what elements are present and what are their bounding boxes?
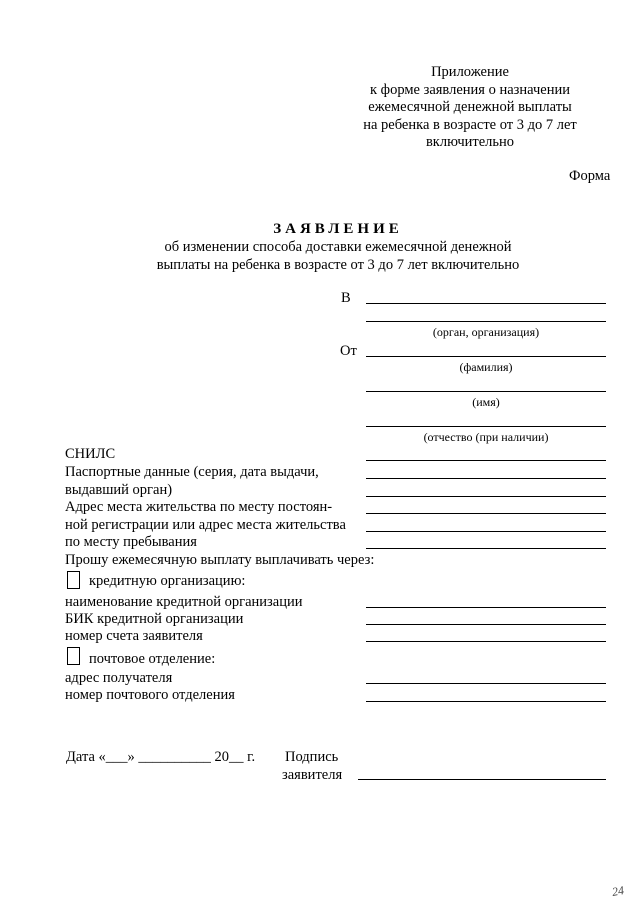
patronymic-line[interactable]	[366, 426, 606, 427]
signature-line[interactable]	[358, 779, 606, 780]
address-label-2: ной регистрации или адрес места жительства	[65, 517, 346, 533]
account-label: номер счета заявителя	[65, 628, 203, 644]
bik-line[interactable]	[366, 624, 606, 625]
to-line[interactable]	[366, 303, 606, 304]
address-label-3: по месту пребывания	[65, 534, 197, 550]
bank-name-line[interactable]	[366, 607, 606, 608]
surname-caption: (фамилия)	[459, 360, 513, 374]
passport-line-1[interactable]	[366, 478, 606, 479]
post-checkbox[interactable]	[67, 647, 80, 665]
subtitle-line-1: об изменении способа доставки ежемесячной денежной	[164, 239, 512, 255]
address-line-2[interactable]	[366, 531, 606, 532]
to-label: В	[341, 290, 351, 306]
form-label: Форма	[569, 168, 611, 184]
signature-label-2: заявителя	[282, 767, 343, 783]
credit-option-label: кредитную организацию:	[89, 573, 246, 589]
address-line-1[interactable]	[366, 513, 606, 514]
address-label-1: Адрес места жительства по месту постоян-	[65, 499, 333, 515]
date-field[interactable]: Дата «___» __________ 20__ г.	[66, 749, 256, 765]
appendix-line-5: включительно	[425, 134, 515, 150]
appendix-line-4: на ребенка в возрасте от 3 до 7 лет	[363, 117, 577, 133]
snils-line[interactable]	[366, 460, 606, 461]
passport-label-1: Паспортные данные (серия, дата выдачи,	[65, 464, 319, 480]
payment-request: Прошу ежемесячную выплату выплачивать через:	[65, 552, 375, 568]
post-option-label: почтовое отделение:	[89, 651, 216, 667]
post-office-line[interactable]	[366, 701, 606, 702]
post-address-label: адрес получателя	[65, 670, 173, 686]
appendix-line-2: к форме заявления о назначении	[370, 82, 570, 98]
to-line-2[interactable]	[366, 321, 606, 322]
page-mark: 24	[610, 883, 626, 899]
snils-label: СНИЛС	[65, 446, 116, 462]
post-address-line[interactable]	[366, 683, 606, 684]
bank-name-label: наименование кредитной организации	[65, 594, 303, 610]
patronymic-caption: (отчество (при наличии)	[423, 430, 549, 444]
address-line-3[interactable]	[366, 548, 606, 549]
name-caption: (имя)	[472, 395, 500, 409]
subtitle-line-2: выплаты на ребенка в возрасте от 3 до 7 лет включительно	[156, 257, 520, 273]
passport-line-2[interactable]	[366, 496, 606, 497]
surname-line[interactable]	[366, 356, 606, 357]
account-line[interactable]	[366, 641, 606, 642]
bik-label: БИК кредитной организации	[65, 611, 244, 627]
credit-checkbox[interactable]	[67, 571, 80, 589]
from-label: От	[340, 343, 357, 359]
signature-label-1: Подпись	[285, 749, 339, 765]
passport-label-2: выдавший орган)	[65, 482, 173, 498]
post-office-label: номер почтового отделения	[65, 687, 235, 703]
document-title: ЗАЯВЛЕНИЕ	[273, 221, 403, 237]
appendix-line-3: ежемесячной денежной выплаты	[368, 99, 572, 115]
name-line[interactable]	[366, 391, 606, 392]
appendix-line-1: Приложение	[431, 64, 509, 80]
org-caption: (орган, организация)	[432, 325, 540, 339]
